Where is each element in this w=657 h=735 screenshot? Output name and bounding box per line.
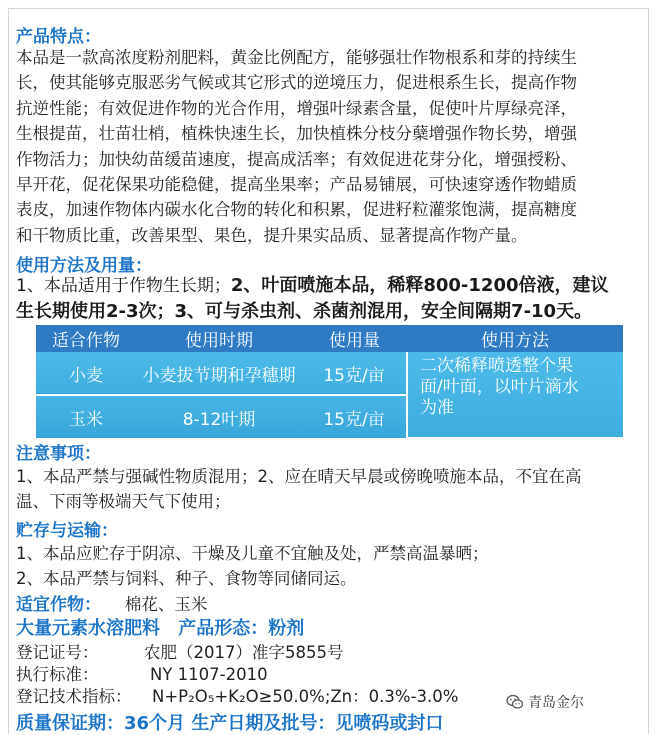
features-line: 作物活力；加快幼苗缓苗速度，提高成活率；有效促进花芽分化，增强授粉、 bbox=[16, 149, 577, 169]
registration-value: 农肥（2017）准字5855号 bbox=[144, 643, 344, 662]
table-cell-period: 8-12叶期 bbox=[136, 395, 302, 438]
usage-table bbox=[36, 325, 623, 439]
features-paragraph bbox=[16, 45, 638, 248]
usage-text bbox=[16, 273, 644, 325]
standard-row bbox=[16, 661, 268, 685]
notice-line: 温、下雨等极端天气下使用； bbox=[16, 492, 231, 511]
indicator-label: 登记技术指标： bbox=[16, 687, 132, 706]
wechat-icon bbox=[506, 693, 524, 711]
suitable-crops-row bbox=[16, 590, 207, 615]
usage-line-2-bold: 生长期使用2-3次；3、可与杀虫剂、杀菌剂混用，安全间隔期7-10天。 bbox=[16, 301, 593, 322]
table-header-cell: 使用时期 bbox=[136, 325, 302, 352]
method-line: 为准 bbox=[420, 398, 454, 418]
standard-label: 执行标准： bbox=[16, 665, 99, 684]
notice-title: 注意事项： bbox=[16, 444, 101, 464]
table-cell-amount: 15克/亩 bbox=[302, 352, 407, 395]
suitable-crops-value: 棉花、玉米 bbox=[124, 595, 208, 614]
shelf-life-line: 质量保证期：36个月 生产日期及批号：见喷码或封口 bbox=[16, 713, 444, 734]
product-form-label: 产品形态： bbox=[178, 618, 269, 639]
brand-name: 青岛金尔 bbox=[528, 695, 584, 711]
product-type-row bbox=[16, 614, 304, 640]
features-line: 抗逆性能；有效促进作物的光合作用，增强叶绿素含量，促使叶片厚绿亮泽， bbox=[16, 98, 577, 118]
storage-line: 2、本品严禁与饲料、种子、食物等同储同运。 bbox=[16, 569, 357, 588]
storage-line: 1、本品应贮存于阴凉、干燥及儿童不宜触及处，严禁高温暴晒； bbox=[16, 544, 489, 563]
indicator-value: N+P₂O₅+K₂O≥50.0%;Zn：0.3%-3.0% bbox=[152, 687, 459, 706]
table-header-row bbox=[36, 325, 623, 352]
table-cell-method bbox=[407, 352, 623, 438]
features-line: 和干物质比重，改善果型、果色，提升果实品质、显著提高作物产量。 bbox=[16, 225, 528, 245]
usage-line-1-bold: 2、叶面喷施本品，稀释800-1200倍液，建议 bbox=[230, 275, 609, 296]
indicator-row bbox=[16, 683, 458, 707]
usage-line-2 bbox=[16, 299, 644, 325]
table-cell-crop: 小麦 bbox=[36, 352, 136, 395]
usage-title: 使用方法及用量： bbox=[16, 256, 152, 276]
usage-line-1 bbox=[16, 273, 644, 299]
table-cell-period: 小麦拔节期和孕穗期 bbox=[136, 352, 302, 395]
features-line: 本品是一款高浓度粉剂肥料，黄金比例配方，能够强壮作物根系和芽的持续生 bbox=[16, 48, 577, 67]
method-line: 二次稀释喷透整个果 bbox=[420, 356, 573, 376]
features-line: 长，使其能够克服恶劣气候或其它形式的逆境压力，促进根系生长，提高作物 bbox=[16, 73, 577, 93]
registration-row bbox=[16, 639, 343, 663]
storage-title: 贮存与运输： bbox=[16, 521, 118, 541]
notice-line: 1、本品严禁与强碱性物质混用；2、应在晴天早晨或傍晚喷施本品，不宜在高 bbox=[16, 467, 582, 486]
features-line: 表皮，加速作物体内碳水化合物的转化和积累，促进籽粒灌浆饱满，提高糖度 bbox=[16, 200, 577, 220]
table-header-cell: 适合作物 bbox=[36, 325, 136, 352]
standard-value: NY 1107-2010 bbox=[150, 665, 268, 684]
product-category: 大量元素水溶肥料 bbox=[16, 618, 160, 639]
suitable-crops-title: 适宜作物： bbox=[16, 595, 101, 615]
features-line: 早开花，促花保果功能稳健，提高坐果率；产品易铺展，可快速穿透作物蜡质 bbox=[16, 175, 577, 195]
table-cell-crop: 玉米 bbox=[36, 395, 136, 438]
product-form-value: 粉剂 bbox=[268, 618, 305, 639]
table-cell-amount: 15克/亩 bbox=[302, 395, 407, 438]
features-line: 生根提苗，壮苗壮梢，植株快速生长，加快植株分枝分蘖增强作物长势，增强 bbox=[16, 124, 577, 144]
table-header-cell: 使用量 bbox=[302, 325, 407, 352]
table-row bbox=[36, 352, 623, 395]
registration-label: 登记证号： bbox=[16, 643, 99, 662]
usage-line-1-normal: 1、本品适用于作物生长期； bbox=[16, 276, 231, 296]
method-line: 面/叶面，以叶片滴水 bbox=[420, 377, 579, 397]
table-header-cell: 使用方法 bbox=[407, 325, 623, 352]
features-title: 产品特点： bbox=[16, 27, 101, 47]
